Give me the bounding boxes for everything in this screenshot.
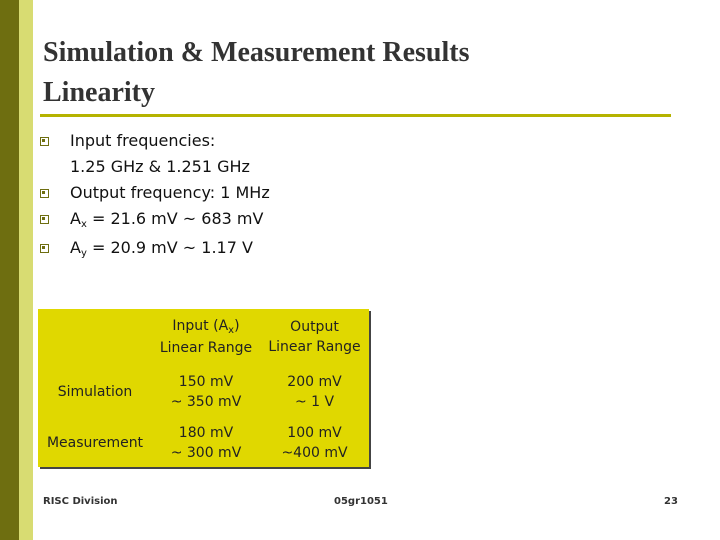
slide-title-line2: Linearity — [43, 77, 155, 108]
left-accent-bar — [0, 0, 19, 540]
header-output-linear-range — [260, 309, 369, 364]
header-input-subscript: x — [228, 324, 235, 336]
square-bullet-icon — [40, 244, 49, 253]
bullet-text: = 20.9 mV ~ 1.17 V — [86, 238, 253, 257]
cell-value: 150 mV — [178, 373, 234, 390]
header-input-line2: Linear Range — [159, 339, 253, 356]
row-label-simulation: Simulation — [57, 383, 133, 400]
header-input-text: Input (A — [172, 317, 229, 334]
header-input-linear-range — [152, 309, 260, 364]
bullet-prefix: A — [70, 238, 81, 257]
header-input-close: ) — [234, 317, 240, 334]
table-corner-cell — [38, 309, 152, 364]
footer-code: 05gr1051 — [334, 496, 388, 507]
linearity-results-table — [38, 309, 369, 467]
table-row — [38, 364, 369, 419]
cell-value: 180 mV — [178, 425, 234, 441]
square-bullet-icon — [40, 215, 49, 224]
left-accent-bar-light — [19, 0, 33, 540]
simulation-output-range — [260, 364, 369, 419]
cell-value: ~ 350 mV — [170, 393, 242, 410]
bullet-list — [40, 128, 270, 264]
cell-value: 200 mV — [287, 373, 342, 390]
header-output-line2: Linear Range — [268, 338, 361, 355]
bullet-subscript: x — [80, 219, 87, 230]
table-row — [38, 419, 369, 467]
bullet-text: = 21.6 mV ~ 683 mV — [86, 209, 264, 228]
bullet-text-continued: 1.25 GHz & 1.251 GHz — [70, 157, 250, 176]
slide-title — [43, 33, 663, 113]
bullet-prefix: A — [70, 209, 81, 228]
table-header-row — [38, 309, 369, 364]
simulation-input-range — [152, 364, 260, 419]
square-bullet-icon — [40, 137, 49, 146]
slide-number: 23 — [664, 496, 678, 507]
cell-value: 100 mV — [287, 425, 342, 441]
cell-value: ~400 mV — [281, 445, 348, 461]
bullet-input-frequencies — [40, 128, 270, 180]
title-divider — [40, 114, 671, 117]
cell-value: ~ 300 mV — [170, 445, 242, 461]
bullet-text: Input frequencies: — [70, 131, 216, 150]
bullet-output-frequency — [40, 180, 270, 206]
measurement-output-range — [260, 419, 369, 467]
slide-title-line1: Simulation & Measurement Results — [43, 37, 470, 68]
footer-organization: RISC Division — [43, 496, 118, 507]
bullet-ay-range — [40, 235, 270, 264]
measurement-input-range — [152, 419, 260, 467]
cell-value: ~ 1 V — [294, 393, 335, 410]
square-bullet-icon — [40, 189, 49, 198]
bullet-ax-range — [40, 206, 270, 235]
bullet-subscript: y — [80, 248, 87, 259]
row-label-measurement: Measurement — [46, 435, 144, 451]
header-output-text: Output — [290, 318, 339, 335]
bullet-text: Output frequency: 1 MHz — [70, 183, 270, 202]
